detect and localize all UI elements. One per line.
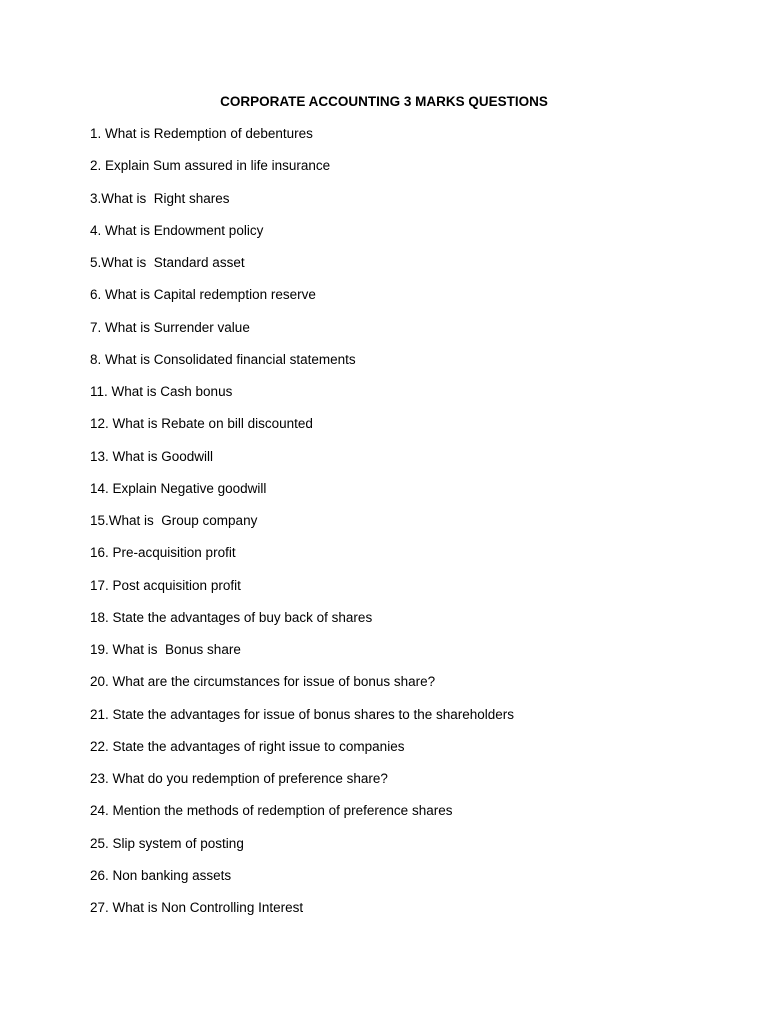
question-item: 23. What do you redemption of preference share? (90, 771, 388, 786)
question-item: 12. What is Rebate on bill discounted (90, 416, 313, 432)
question-item: 3.What is Right shares (90, 190, 230, 206)
question-item: 26. Non banking assets (90, 867, 232, 883)
question-item: 1. What is Redemption of debentures (90, 126, 313, 141)
question-item: 13. What is Goodwill (90, 448, 214, 464)
question-list (90, 125, 514, 931)
question-item: 5.What is Standard asset (90, 255, 245, 270)
question-item: 24. Mention the methods of redemption of preference shares (90, 803, 453, 819)
question-item: 8. What is Consolidated financial statements (90, 351, 356, 367)
question-item: 17. Post acquisition profit (90, 577, 241, 593)
question-item: 21. State the advantages for issue of bonus shares to the shareholders (90, 706, 515, 722)
question-item: 7. What is Surrender value (90, 319, 250, 335)
question-item: 20. What are the circumstances for issue of bonus share? (90, 674, 436, 690)
question-item: 15.What is Group company (90, 513, 258, 528)
question-item: 25. Slip system of posting (90, 835, 244, 851)
question-item: 2. Explain Sum assured in life insurance (90, 158, 331, 174)
question-item: 16. Pre-acquisition profit (90, 545, 236, 561)
question-item: 22. State the advantages of right issue to companies (90, 738, 405, 754)
question-item: 4. What is Endowment policy (90, 222, 264, 238)
document-title: CORPORATE ACCOUNTING 3 MARKS QUESTIONS (220, 94, 548, 109)
question-item: 14. Explain Negative goodwill (90, 480, 267, 496)
question-item: 19. What is Bonus share (90, 642, 241, 657)
question-item: 11. What is Cash bonus (90, 384, 233, 399)
question-item: 18. State the advantages of buy back of shares (90, 609, 373, 625)
question-item: 6. What is Capital redemption reserve (90, 287, 316, 303)
question-item: 27. What is Non Controlling Interest (90, 900, 304, 915)
